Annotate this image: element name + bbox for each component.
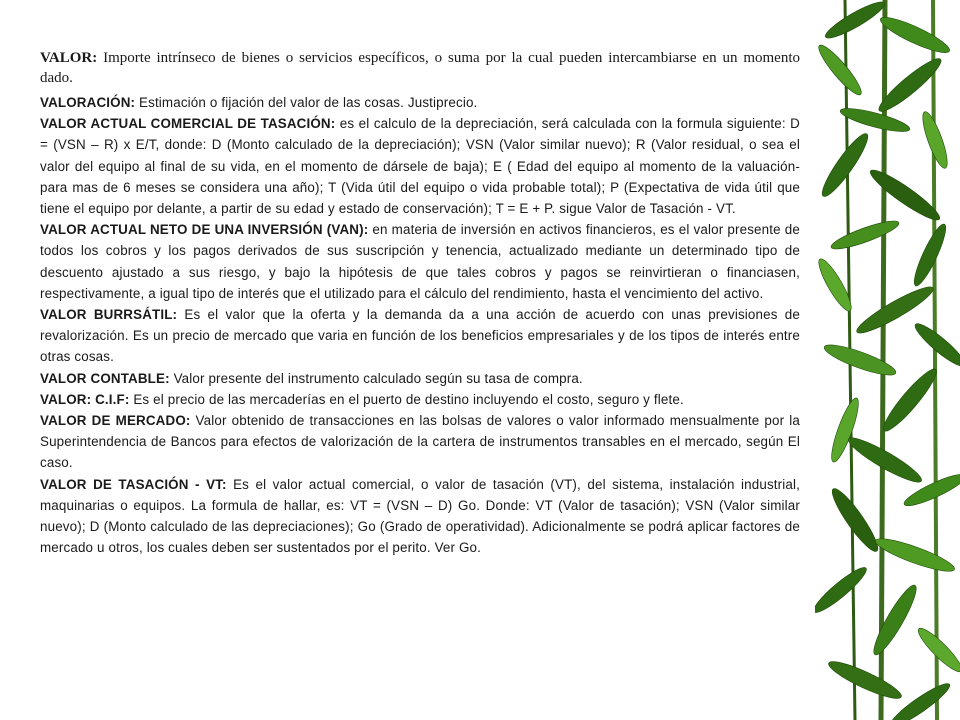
term: VALOR ACTUAL COMERCIAL DE TASACIÓN: [40, 116, 336, 132]
term: VALORACIÓN: [40, 95, 136, 110]
definition: Valor obtenido de transacciones en las bolsas de valores o valor informado mensualmente por la Superintendencia de Bancos para efectos de valorización de la cartera de instrumentos transables en el mercado, según El caso. [40, 413, 800, 471]
term: VALOR CONTABLE: [40, 370, 170, 386]
entry-van [40, 219, 800, 304]
entry-valoracion [40, 92, 800, 113]
term: VALOR: [40, 50, 98, 66]
term: VALOR ACTUAL NETO DE UNA INVERSIÓN (VAN): [40, 222, 369, 238]
definition: Valor presente del instrumento calculado según su tasa de compra. [169, 370, 583, 386]
definition: Es el valor actual comercial, o valor de tasación (VT), del sistema, instalación industrial, maquinarias o equipos. La formula de hallar, es: VT = (VSN – D) Go. Donde: VT (Valor de tasación); VSN (Valor similar nuevo); D (Monto calculado de las depreciaciones); Go (Grado de operatividad). Adicionalmente se podrá aplicar factores de mercado u otros, los cuales deben ser sustentados por el perito. Ver Go. [40, 476, 800, 556]
definition: Importe intrínseco de bienes o servicios específicos, o suma por la cual pueden intercambiarse en un momento dado. [40, 50, 800, 86]
glossary-text [40, 48, 800, 558]
term: VALOR DE MERCADO: [40, 413, 191, 429]
entry-valor [40, 48, 800, 88]
term: VALOR DE TASACIÓN - VT: [40, 476, 227, 492]
term: VALOR BURRSÁTIL: [40, 307, 178, 323]
definition: Es el precio de las mercaderías en el puerto de destino incluyendo el costo, seguro y flete. [129, 391, 684, 407]
entry-valor-cif [40, 389, 800, 410]
entry-valor-actual-comercial [40, 113, 800, 219]
definition: en materia de inversión en activos financieros, es el valor presente de todos los cobros y los pagos derivados de sus suscripción y tenencia, actualizado mediante un determinado tipo de descuento ajustado a sus riesgo, y bajo la hipótesis de que tales cobros y pagos se reinvirtieran o financiasen, respectivamente, a igual tipo de interés que el utilizado para el cálculo del rendimiento, hasta el vencimiento del activo. [40, 222, 800, 301]
entry-valor-mercado [40, 410, 800, 474]
definition: es el calculo de la depreciación, será calculada con la formula siguiente: D = (VSN – R) x E/T, donde: D (Monto calculado de la depreciación); VSN (Valor similar nuevo); R (Valor residual, o sea el valor del equipo al final de su vida, en el momento de dársele de baja); E ( Edad del equipo al momento de la valuación- para mas de 6 meses se considera una año); T (Vida útil del equipo o vida probable total); P (Expectativa de vida útil que tiene el equipo por delante, a partir de su edad y estado de conservación); T = E + P. sigue Valor de Tasación - VT. [40, 116, 801, 217]
entry-valor-contable [40, 368, 800, 389]
bamboo-decoration [815, 0, 960, 720]
entry-valor-bursatil [40, 304, 800, 368]
entry-valor-tasacion [40, 474, 800, 559]
definition: Es el valor que la oferta y la demanda da a una acción de acuerdo con unas previsiones de revalorización. Es un precio de mercado que varia en función de los beneficios empresariales y de los tipos de interés entre otras cosas. [40, 307, 800, 365]
bamboo-leaves-image [815, 0, 960, 720]
term: VALOR: C.I.F: [40, 391, 130, 407]
definition: Estimación o fijación del valor de las cosas. Justiprecio. [135, 95, 478, 110]
